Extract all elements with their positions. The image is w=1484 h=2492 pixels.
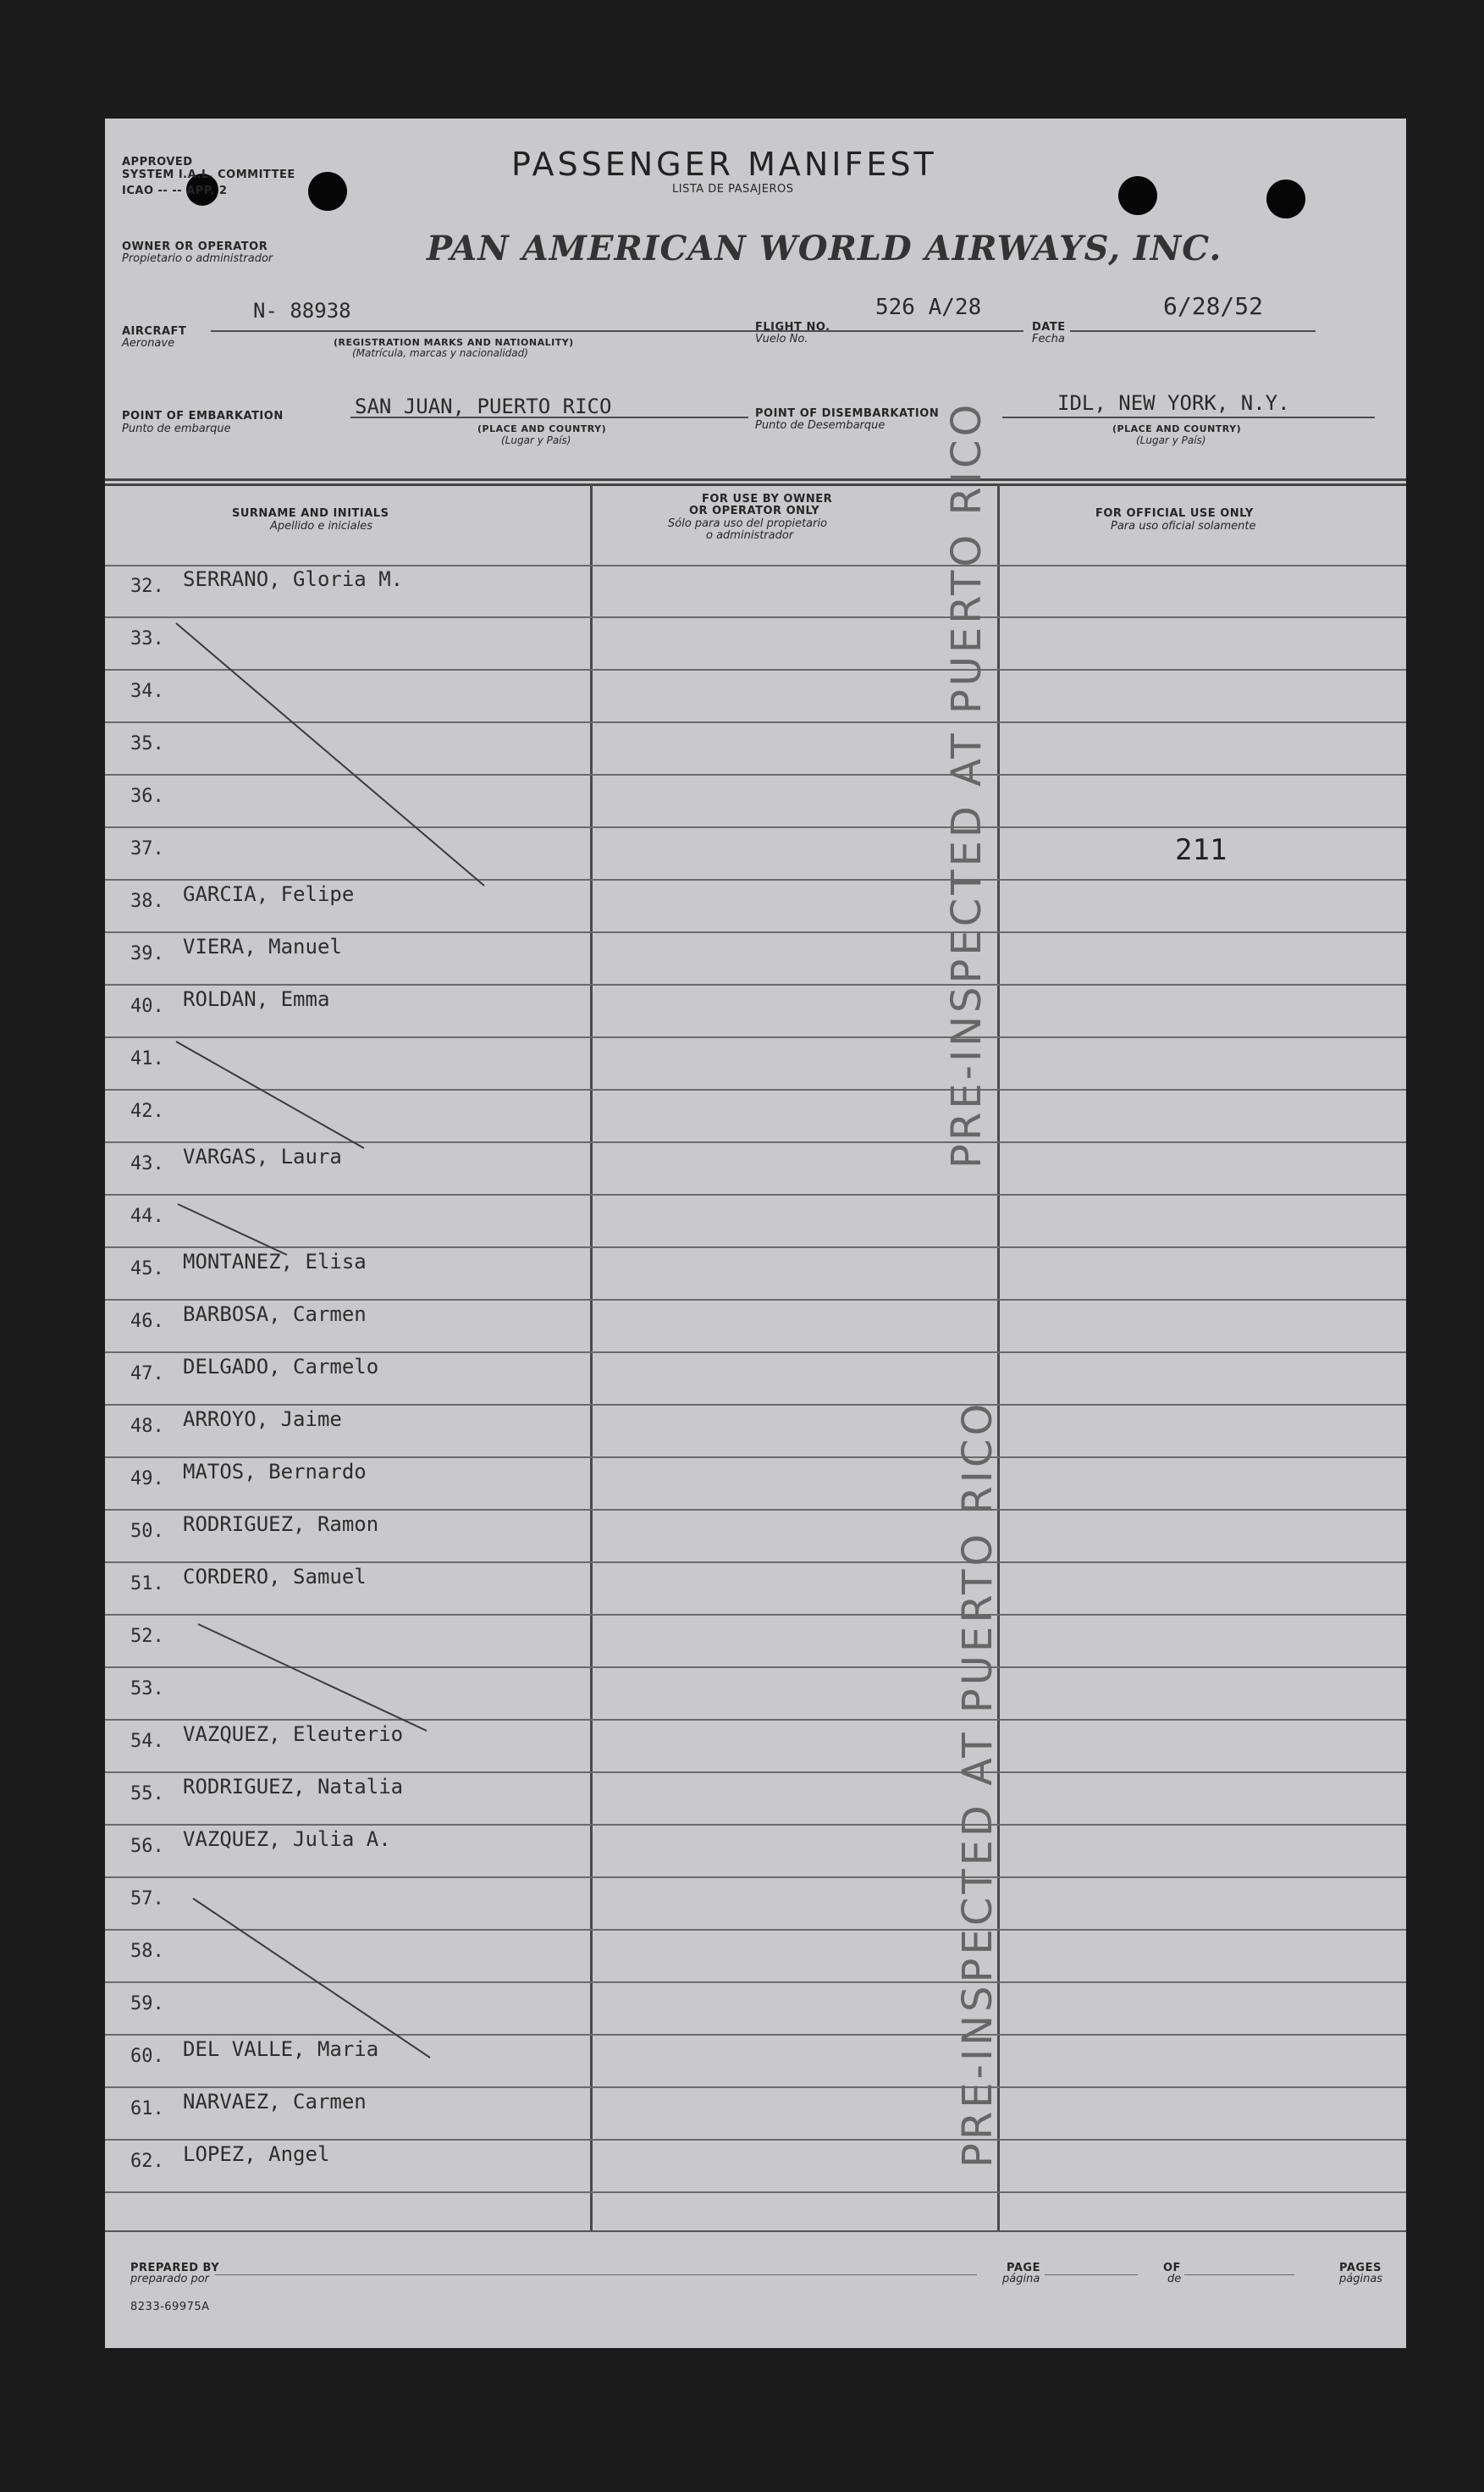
passenger-name: VAZQUEZ, Eleuterio [183, 1722, 404, 1746]
row-number: 33. [130, 628, 164, 649]
column-header-surname: SURNAME AND INITIALS [232, 507, 389, 520]
disembark-place-note: (PLACE AND COUNTRY) [1112, 423, 1242, 434]
date-label: DATE [1032, 321, 1066, 334]
owner-label: OWNER OR OPERATOR [122, 240, 268, 253]
owner-label-es: Propietario o administrador [122, 252, 273, 265]
passenger-name: SERRANO, Gloria M. [183, 567, 404, 591]
row-number: 37. [130, 838, 164, 859]
column-header-owner-es-a: Sólo para uso del propietario [668, 517, 828, 530]
flight-value: 526 A/28 [875, 295, 982, 320]
passenger-name: VIERA, Manuel [183, 935, 342, 959]
disembark-place-note-es: (Lugar y País) [1136, 434, 1206, 446]
of-label: OF [1163, 2262, 1181, 2274]
row-number: 47. [130, 1363, 164, 1384]
passenger-name: GARCIA, Felipe [183, 882, 355, 906]
column-header-official: FOR OFFICIAL USE ONLY [1095, 507, 1254, 520]
row-number: 34. [130, 681, 164, 702]
passenger-name: ARROYO, Jaime [183, 1407, 342, 1431]
embark-label-es: Punto de embarque [122, 423, 231, 435]
owner-name: PAN AMERICAN WORLD AIRWAYS, INC. [427, 229, 1222, 268]
row-number: 56. [130, 1836, 164, 1857]
row-number: 41. [130, 1048, 164, 1069]
passenger-name: VARGAS, Laura [183, 1145, 342, 1169]
page-label-es: página [1002, 2273, 1040, 2285]
disembark-value: IDL, NEW YORK, N.Y. [1057, 391, 1290, 415]
row-number: 39. [130, 943, 164, 964]
row-number: 35. [130, 733, 164, 754]
row-number: 49. [130, 1468, 164, 1489]
row-number: 36. [130, 786, 164, 807]
passenger-name: RODRIGUEZ, Ramon [183, 1512, 379, 1536]
prepared-by-label-es: preparado por [130, 2273, 210, 2285]
embark-place-note: (PLACE AND COUNTRY) [477, 423, 607, 434]
column-header-owner-b: OR OPERATOR ONLY [689, 505, 820, 517]
passenger-name: DEL VALLE, Maria [183, 2037, 379, 2061]
page-label: PAGE [1007, 2262, 1040, 2274]
passenger-name: MONTANEZ, Elisa [183, 1250, 367, 1274]
aircraft-note-es: (Matrícula, marcas y nacionalidad) [352, 347, 528, 359]
row-number: 61. [130, 2098, 164, 2119]
pages-label-es: páginas [1339, 2273, 1383, 2285]
of-label-es: de [1167, 2273, 1182, 2285]
passenger-name: RODRIGUEZ, Natalia [183, 1775, 404, 1799]
row-number: 51. [130, 1573, 164, 1594]
aircraft-label: AIRCRAFT [122, 325, 187, 338]
row-number: 50. [130, 1521, 164, 1542]
date-value: 6/28/52 [1163, 292, 1264, 320]
passenger-name: VAZQUEZ, Julia A. [183, 1827, 391, 1851]
row-number: 46. [130, 1311, 164, 1332]
row-number: 42. [130, 1101, 164, 1122]
page-subtitle: LISTA DE PASAJEROS [672, 183, 794, 196]
flight-label-es: Vuelo No. [755, 333, 808, 345]
row-number: 48. [130, 1416, 164, 1437]
form-number: 8233-69975A [130, 2301, 210, 2313]
column-header-owner-es-b: o administrador [706, 529, 794, 542]
flight-label: FLIGHT NO. [755, 321, 830, 334]
official-number: 211 [1175, 833, 1227, 867]
passenger-name: ROLDAN, Emma [183, 987, 330, 1011]
aircraft-note: (REGISTRATION MARKS AND NATIONALITY) [334, 337, 574, 348]
punch-hole-right-2 [1266, 180, 1305, 218]
column-header-surname-es: Apellido e iniciales [270, 520, 373, 533]
pages-label: PAGES [1339, 2262, 1382, 2274]
passenger-name: DELGADO, Carmelo [183, 1355, 379, 1379]
passenger-name: LOPEZ, Angel [183, 2142, 330, 2166]
passenger-name: NARVAEZ, Carmen [183, 2090, 367, 2114]
row-number: 32. [130, 576, 164, 597]
row-number: 45. [130, 1258, 164, 1279]
strike-through-lines [105, 119, 613, 2235]
passenger-name: CORDERO, Samuel [183, 1565, 367, 1589]
disembark-label: POINT OF DISEMBARKATION [755, 407, 940, 420]
pre-inspected-stamp-lower: PRE-INSPECTED AT PUERTO RICO [954, 1400, 1001, 2168]
row-number: 52. [130, 1626, 164, 1647]
manifest-sheet [105, 119, 1406, 2348]
disembark-label-es: Punto de Desembarque [755, 419, 885, 432]
row-number: 60. [130, 2046, 164, 2067]
passenger-name: BARBOSA, Carmen [183, 1302, 367, 1326]
column-header-official-es: Para uso oficial solamente [1111, 520, 1256, 533]
row-number: 59. [130, 1993, 164, 2014]
punch-hole-right-1 [1118, 176, 1157, 215]
pre-inspected-stamp-upper: PRE-INSPECTED AT PUERTO RICO [943, 401, 990, 1169]
column-header-owner-a: FOR USE BY OWNER [702, 493, 833, 506]
row-number: 53. [130, 1678, 164, 1699]
aircraft-label-es: Aeronave [122, 337, 175, 350]
row-number: 55. [130, 1783, 164, 1804]
row-number: 44. [130, 1206, 164, 1227]
row-number: 62. [130, 2151, 164, 2172]
row-number: 58. [130, 1941, 164, 1962]
row-number: 54. [130, 1731, 164, 1752]
system-label: SYSTEM I.A.L. COMMITTEE [122, 169, 295, 181]
passenger-name: MATOS, Bernardo [183, 1460, 367, 1484]
aircraft-value: N- 88938 [253, 299, 351, 323]
embark-value: SAN JUAN, PUERTO RICO [355, 395, 612, 418]
embark-place-note-es: (Lugar y País) [501, 434, 571, 446]
icao-label: ICAO -- -- APP. 2 [122, 185, 228, 197]
row-number: 38. [130, 891, 164, 912]
prepared-by-label: PREPARED BY [130, 2262, 220, 2274]
row-number: 43. [130, 1153, 164, 1174]
date-label-es: Fecha [1032, 333, 1065, 345]
page-title: PASSENGER MANIFEST [511, 146, 937, 183]
row-number: 40. [130, 996, 164, 1017]
row-number: 57. [130, 1888, 164, 1909]
embark-label: POINT OF EMBARKATION [122, 410, 284, 423]
approved-label: APPROVED [122, 156, 193, 169]
